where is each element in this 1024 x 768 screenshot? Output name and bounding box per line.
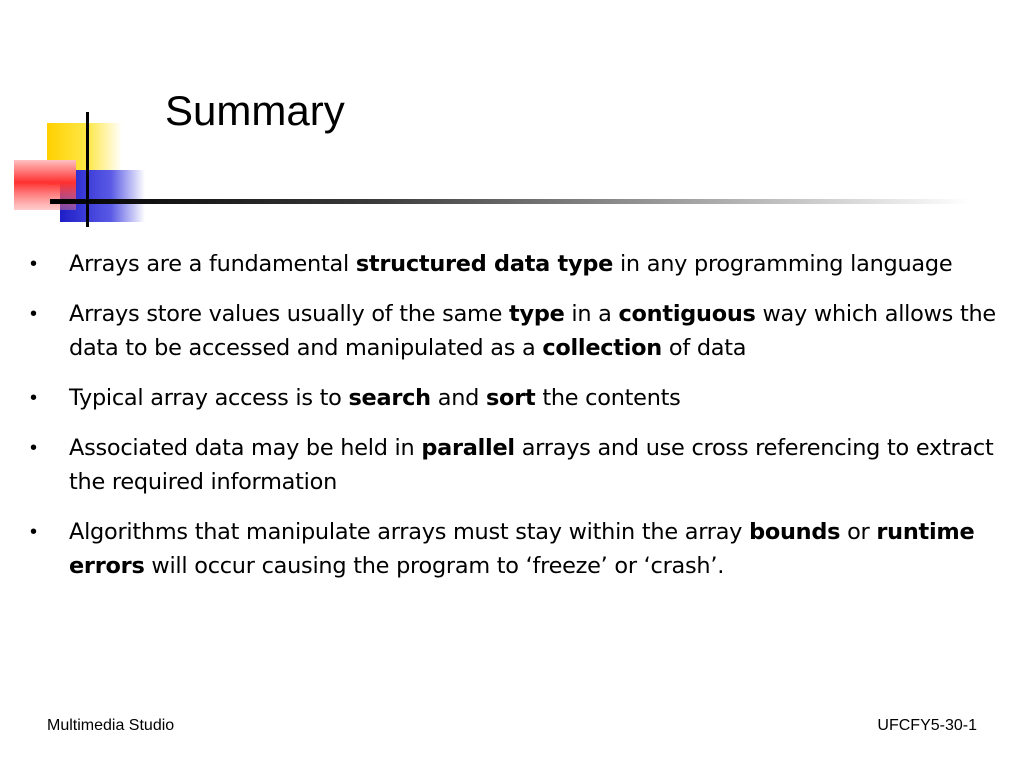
bullet-item [30,431,1005,499]
bullet-text: Arrays are a fundamental [69,251,356,277]
bullet-text: in any programming language [613,251,953,277]
bullet-item [30,515,1005,583]
bullet-text: in a [564,301,619,327]
bullet-text: way which allows the data to be accessed and manipulated as a [69,301,996,361]
bullet-bold-text: bounds [749,519,841,545]
bullet-text: Associated data may be held in [69,435,422,461]
bullet-bold-text: runtime errors [69,519,975,579]
bullet-text: the contents [535,385,681,411]
bullet-text: Typical array access is to [69,385,349,411]
slide-title: Summary [165,87,345,134]
bullet-bold-text: structured data type [355,251,614,277]
bullet-dot-icon: • [30,303,37,325]
vertical-line [86,112,89,227]
bullet-text: Algorithms that manipulate arrays must stay within the array [69,519,750,545]
bullet-text: and [430,385,486,411]
bullet-item [30,297,1005,365]
bullet-text: arrays and use cross referencing to extract the required information [69,435,994,495]
bullet-bold-text: type [509,301,565,327]
footer-right: UFCFY5-30-1 [877,717,977,734]
bullet-bold-text: parallel [421,435,515,461]
bullet-bold-text: collection [542,335,662,361]
bullet-bold-text: search [348,385,431,411]
bullet-text: or [840,519,877,545]
bullet-dot-icon: • [30,437,37,459]
bullet-dot-icon: • [30,521,37,543]
bullet-dot-icon: • [30,253,37,275]
bullet-text: of data [662,335,747,361]
bullet-dot-icon: • [30,387,37,409]
horizontal-rule [50,199,970,204]
bullet-item [30,247,1005,281]
bullet-bold-text: contiguous [618,301,756,327]
bullet-text: Arrays store values usually of the same [69,301,510,327]
bullet-item [30,381,1005,415]
title-decoration [0,0,1024,240]
bullet-text: will occur causing the program to ‘freeze’ or ‘crash’. [144,553,725,579]
footer-left: Multimedia Studio [47,717,175,734]
bullet-list [30,247,1005,599]
bullet-bold-text: sort [485,385,536,411]
